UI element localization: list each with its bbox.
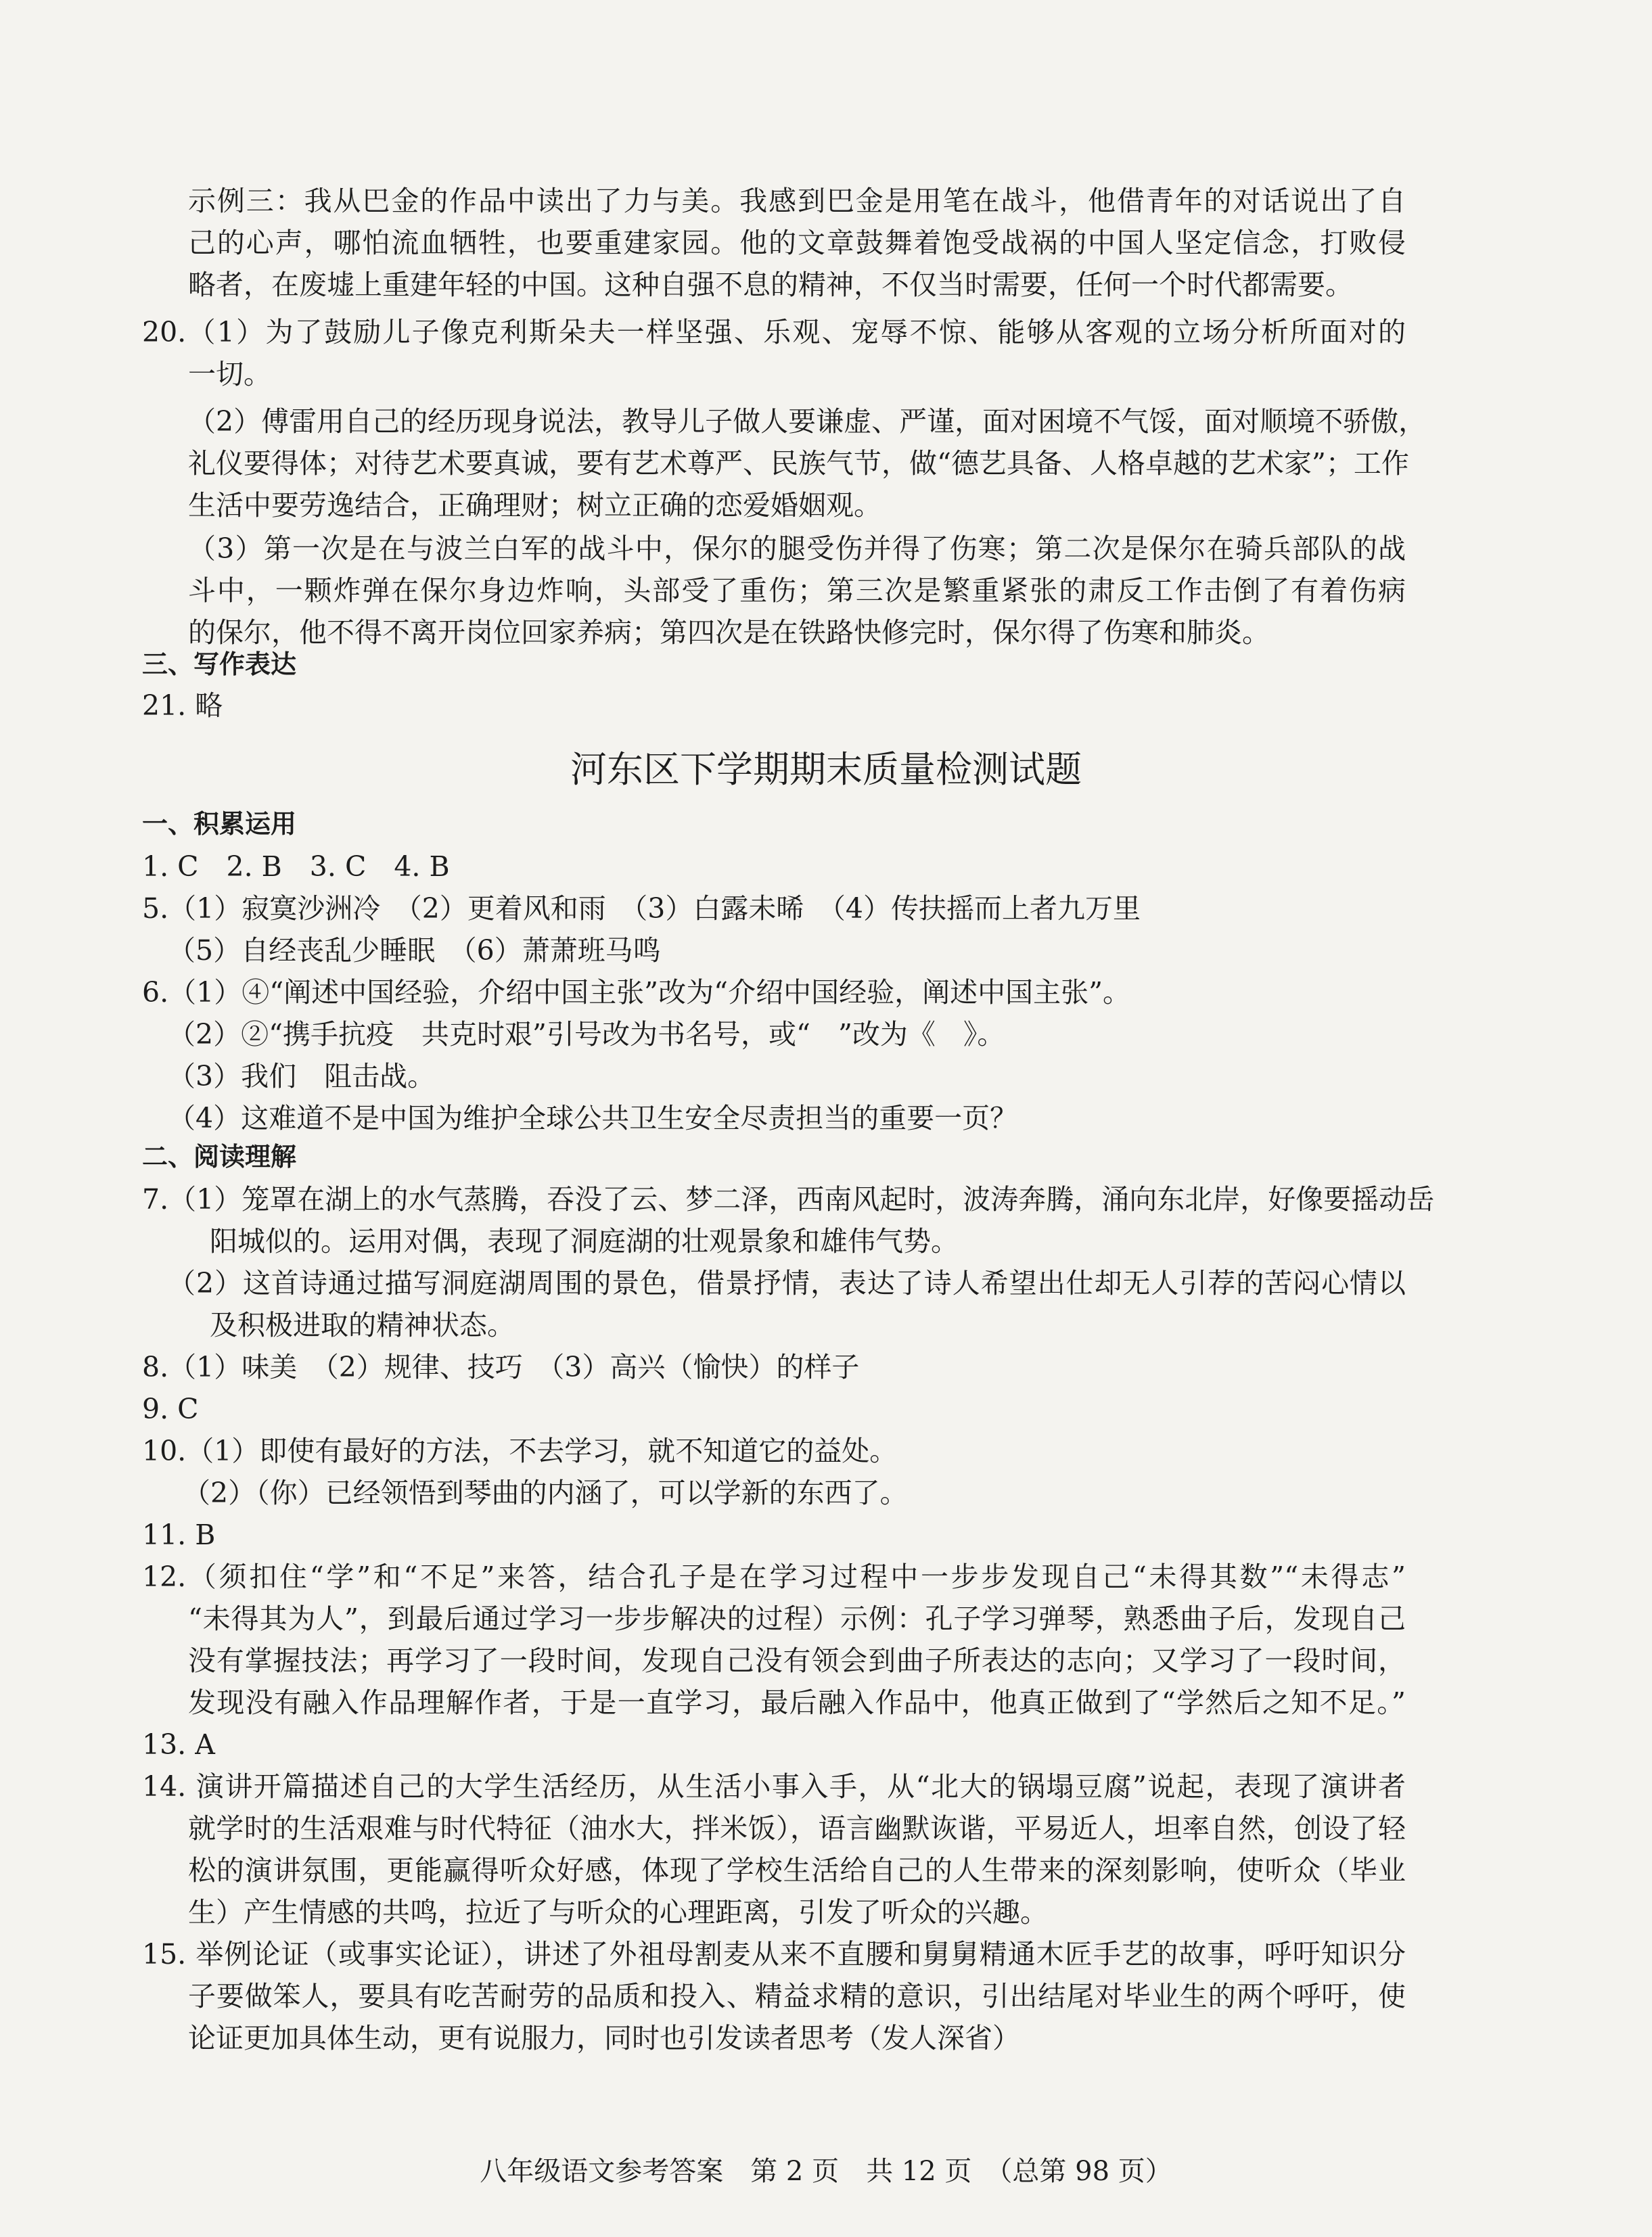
answer-21: 21. 略 xyxy=(142,689,223,722)
answer-6-line-2: （2）②“携手抗疫 共克时艰”引号改为书名号，或“ ”改为《 》。 xyxy=(168,1018,1005,1051)
answer-7-line-1: 7.（1）笼罩在湖上的水气蒸腾，吞没了云、梦二泽，西南风起时，波涛奔腾，涌向东北岸，好像要摇动岳 xyxy=(142,1183,1435,1216)
answer-6-line-1: 6.（1）④“阐述中国经验，介绍中国主张”改为“介绍中国经验，阐述中国主张”。 xyxy=(142,976,1131,1009)
section-accumulation-heading: 一、积累运用 xyxy=(142,809,297,839)
answer-20-2-line-1: （2）傅雷用自己的经历现身说法，教导儿子做人要谦虚、严谨，面对困境不气馁，面对顺境不骄傲， xyxy=(188,405,1427,438)
answer-15-line-2: 子要做笨人，要具有吃苦耐劳的品质和投入、精益求精的意识，引出结尾对毕业生的两个呼吁，使 xyxy=(188,1980,1406,2012)
answers-1-4: 1. C 2. B 3. C 4. B xyxy=(142,850,450,883)
answer-12-line-1: 12.（须扣住“学”和“不足”来答，结合孔子是在学习过程中一步步发现自己“未得其数”“未得志” xyxy=(142,1561,1406,1593)
example-three-line-3: 略者，在废墟上重建年轻的中国。这种自强不息的精神，不仅当时需要，任何一个时代都需要。 xyxy=(188,269,1353,301)
answer-10-line-2: （2）（你）已经领悟到琴曲的内涵了，可以学新的东西了。 xyxy=(183,1477,908,1509)
answer-12-line-4: 发现没有融入作品理解作者，于是一直学习，最后融入作品中，他真正做到了“学然后之知不足。” xyxy=(188,1686,1406,1719)
section-reading-heading: 二、阅读理解 xyxy=(142,1142,297,1172)
answer-6-line-3: （3）我们 阻击战。 xyxy=(168,1060,436,1092)
answer-14-line-1: 14. 演讲开篇描述自己的大学生活经历，从生活小事入手，从“北大的锅塌豆腐”说起，表现了演讲者 xyxy=(142,1770,1406,1803)
answer-20-2-line-3: 生活中要劳逸结合，正确理财；树立正确的恋爱婚姻观。 xyxy=(188,489,881,522)
answer-15-line-1: 15. 举例论证（或事实论证），讲述了外祖母割麦从来不直腰和舅舅精通木匠手艺的故事，呼吁知识分 xyxy=(142,1938,1406,1970)
answer-20-line-1: 20.（1）为了鼓励儿子像克利斯朵夫一样坚强、乐观、宠辱不惊、能够从客观的立场分析所面对的 xyxy=(142,316,1406,348)
answer-12-line-2: “未得其为人”，到最后通过学习一步步解决的过程）示例：孔子学习弹琴，熟悉曲子后，发现自己 xyxy=(188,1602,1406,1635)
answer-7-line-3: （2）这首诗通过描写洞庭湖周围的景色，借景抒情，表达了诗人希望出仕却无人引荐的苦闷心情以 xyxy=(168,1267,1406,1299)
answer-5-line-2: （5）自经丧乱少睡眠 （6）萧萧班马鸣 xyxy=(168,934,661,967)
answer-5-line-1: 5.（1）寂寞沙洲冷 （2）更着风和雨 （3）白露未晞 （4）传扶摇而上者九万里 xyxy=(142,892,1141,925)
section-writing-heading: 三、写作表达 xyxy=(142,649,297,679)
exam-title: 河东区下学期期末质量检测试题 xyxy=(570,748,1082,791)
answer-10-line-1: 10.（1）即使有最好的方法，不去学习，就不知道它的益处。 xyxy=(142,1435,898,1467)
answer-7-line-2: 阳城似的。运用对偶，表现了洞庭湖的壮观景象和雄伟气势。 xyxy=(210,1225,959,1258)
answer-6-line-4: （4）这难道不是中国为维护全球公共卫生安全尽责担当的重要一页？ xyxy=(168,1102,1018,1134)
answer-20-3-line-3: 的保尔，他不得不离开岗位回家养病；第四次是在铁路快修完时，保尔得了伤寒和肺炎。 xyxy=(188,616,1270,649)
answer-15-line-3: 论证更加具体生动，更有说服力，同时也引发读者思考（发人深省） xyxy=(188,2022,1020,2054)
answer-7-line-4: 及积极进取的精神状态。 xyxy=(210,1309,515,1341)
answer-14-line-3: 松的演讲氛围，更能赢得听众好感，体现了学校生活给自己的人生带来的深刻影响，使听众（毕业 xyxy=(188,1854,1406,1887)
answer-20-2-line-2: 礼仪要得体；对待艺术要真诚，要有艺术尊严、民族气节，做“德艺具备、人格卓越的艺术家”；工作 xyxy=(188,447,1409,480)
answer-20-line-2: 一切。 xyxy=(188,358,271,390)
page-footer: 八年级语文参考答案 第 2 页 共 12 页 （总第 98 页） xyxy=(480,2156,1172,2187)
answer-11: 11. B xyxy=(142,1519,216,1551)
answer-20-3-line-2: 斗中，一颗炸弹在保尔身边炸响，头部受了重伤；第三次是繁重紧张的肃反工作击倒了有着伤病 xyxy=(188,574,1406,607)
answer-8: 8.（1）味美 （2）规律、技巧 （3）高兴（愉快）的样子 xyxy=(142,1351,860,1383)
example-three-line-1: 示例三：我从巴金的作品中读出了力与美。我感到巴金是用笔在战斗，他借青年的对话说出了自 xyxy=(188,185,1406,217)
answer-20-3-line-1: （3）第一次是在与波兰白军的战斗中，保尔的腿受伤并得了伤寒；第二次是保尔在骑兵部队的战 xyxy=(188,532,1406,565)
answer-12-line-3: 没有掌握技法；再学习了一段时间，发现自己没有领会到曲子所表达的志向；又学习了一段时间， xyxy=(188,1644,1406,1677)
answer-13: 13. A xyxy=(142,1728,215,1761)
example-three-line-2: 己的心声，哪怕流血牺牲，也要重建家园。他的文章鼓舞着饱受战祸的中国人坚定信念，打败侵 xyxy=(188,227,1406,259)
answer-9: 9. C xyxy=(142,1393,199,1425)
answer-14-line-2: 就学时的生活艰难与时代特征（油水大，拌米饭），语言幽默诙谐，平易近人，坦率自然，创设了轻 xyxy=(188,1812,1406,1845)
answer-14-line-4: 生）产生情感的共鸣，拉近了与听众的心理距离，引发了听众的兴趣。 xyxy=(188,1896,1048,1929)
